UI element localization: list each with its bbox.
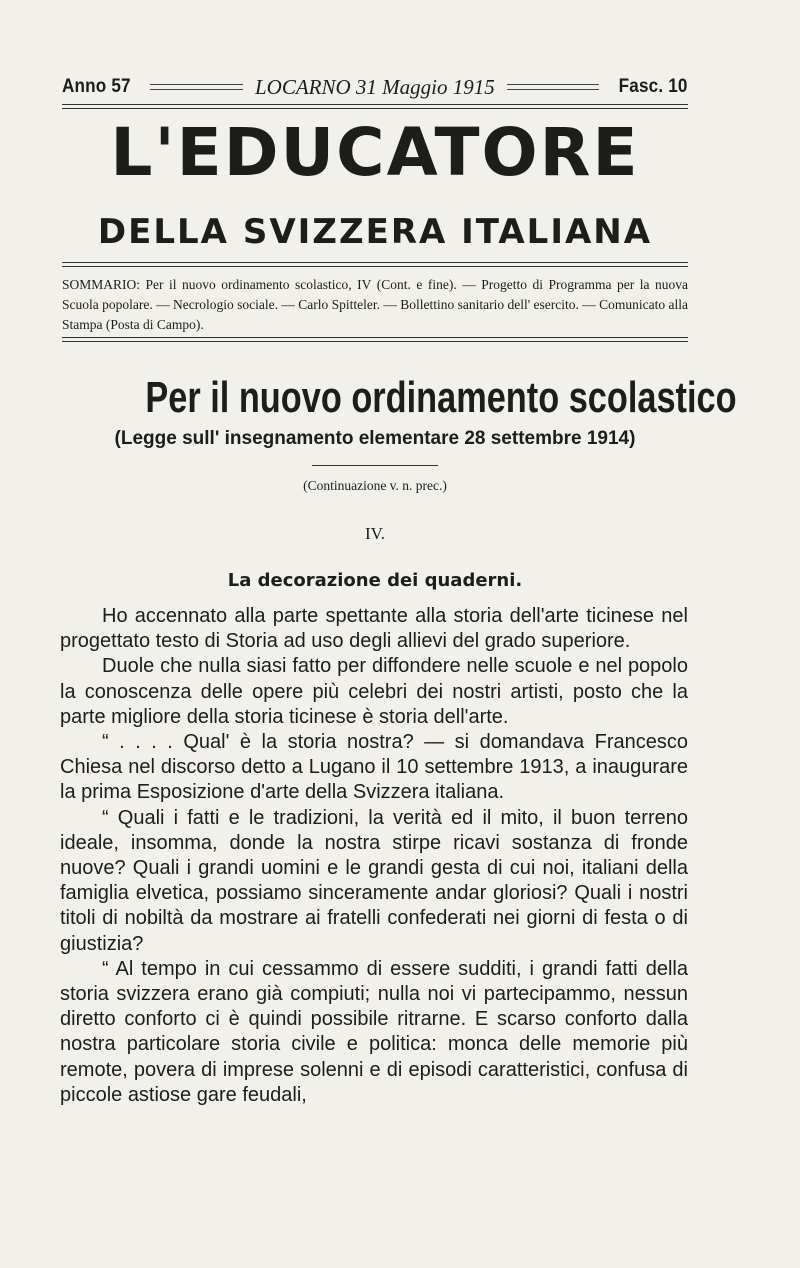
part-number: IV. bbox=[365, 524, 385, 543]
rule-under-masthead bbox=[62, 262, 688, 267]
issue-number: Fasc. 10 bbox=[619, 76, 689, 97]
masthead-subtitle: DELLA SVIZZERA ITALIANA bbox=[97, 212, 653, 252]
paragraph: Duole che nulla siasi fatto per diffondere nelle scuole e nel popolo la conoscenza delle opere più celebri dei nostri artisti, posto che la parte migliore della storia ticinese è storia dell'arte. bbox=[60, 655, 688, 728]
paragraph: Ho accennato alla parte spettante alla storia dell'arte ticinese nel progettato testo di Storia ad uso degli allievi del grado superiore. bbox=[60, 605, 688, 653]
volume-number: Anno 57 bbox=[62, 76, 131, 97]
paragraph: “ Al tempo in cui cessammo di essere sudditi, i grandi fatti della storia svizzera erano già compiuti; nulla noi vi partecipammo, nessun diretto conforto ci è quindi possibile ritrarne. E scarso conforto dalla nostra particolare storia civile e politica: monca delle memorie più remote, povera di imprese solenni e di episodi caratteristici, confusa di piccole astiose gare feudali, bbox=[60, 957, 688, 1106]
header-double-rule bbox=[507, 84, 600, 90]
continuation-note: (Continuazione v. n. prec.) bbox=[303, 478, 447, 493]
table-of-contents: SOMMARIO: Per il nuovo ordinamento scolastico, IV (Cont. e fine). — Progetto di Programma per la nuova Scuola popolare. — Necrologio sociale. — Carlo Spitteler. — Bollettino sanitario dell' esercito. — Comunicato alla Stampa (Posta di Campo). bbox=[62, 277, 688, 332]
article-title bbox=[62, 372, 737, 424]
issue-header bbox=[62, 74, 688, 100]
section-heading: La decorazione dei quaderni. bbox=[227, 570, 523, 591]
article-subtitle: (Legge sull' insegnamento elementare 28 settembre 1914) bbox=[114, 428, 636, 449]
rule-under-header bbox=[62, 104, 688, 109]
title-divider bbox=[312, 465, 438, 466]
place-and-date: LOCARNO 31 Maggio 1915 bbox=[255, 74, 495, 99]
article-title-text: Per il nuovo ordinamento scolastico bbox=[145, 373, 737, 422]
masthead-title: L'EDUCATORE bbox=[110, 114, 640, 191]
header-double-rule bbox=[150, 84, 243, 90]
paragraph: “ Quali i fatti e le tradizioni, la verità ed il mito, il buon terreno ideale, insomma, donde la nostra stirpe ricavi sostanza di fronde nuove? Quali i grandi uomini e le grandi gesta di cui noi, italiani della famiglia elvetica, possiamo sinceramente andar gloriosi? Quali i nostri titoli di nobiltà da mostrare ai fratelli confederati nei giorni di festa o di giustizia? bbox=[60, 806, 688, 955]
rule-under-summary bbox=[62, 337, 688, 342]
paragraph: “ . . . . Qual' è la storia nostra? — si domandava Francesco Chiesa nel discorso detto a Lugano il 10 settembre 1913, a inaugurare la prima Esposizione d'arte della Svizzera italiana. bbox=[60, 731, 688, 804]
article-body bbox=[60, 604, 688, 1108]
